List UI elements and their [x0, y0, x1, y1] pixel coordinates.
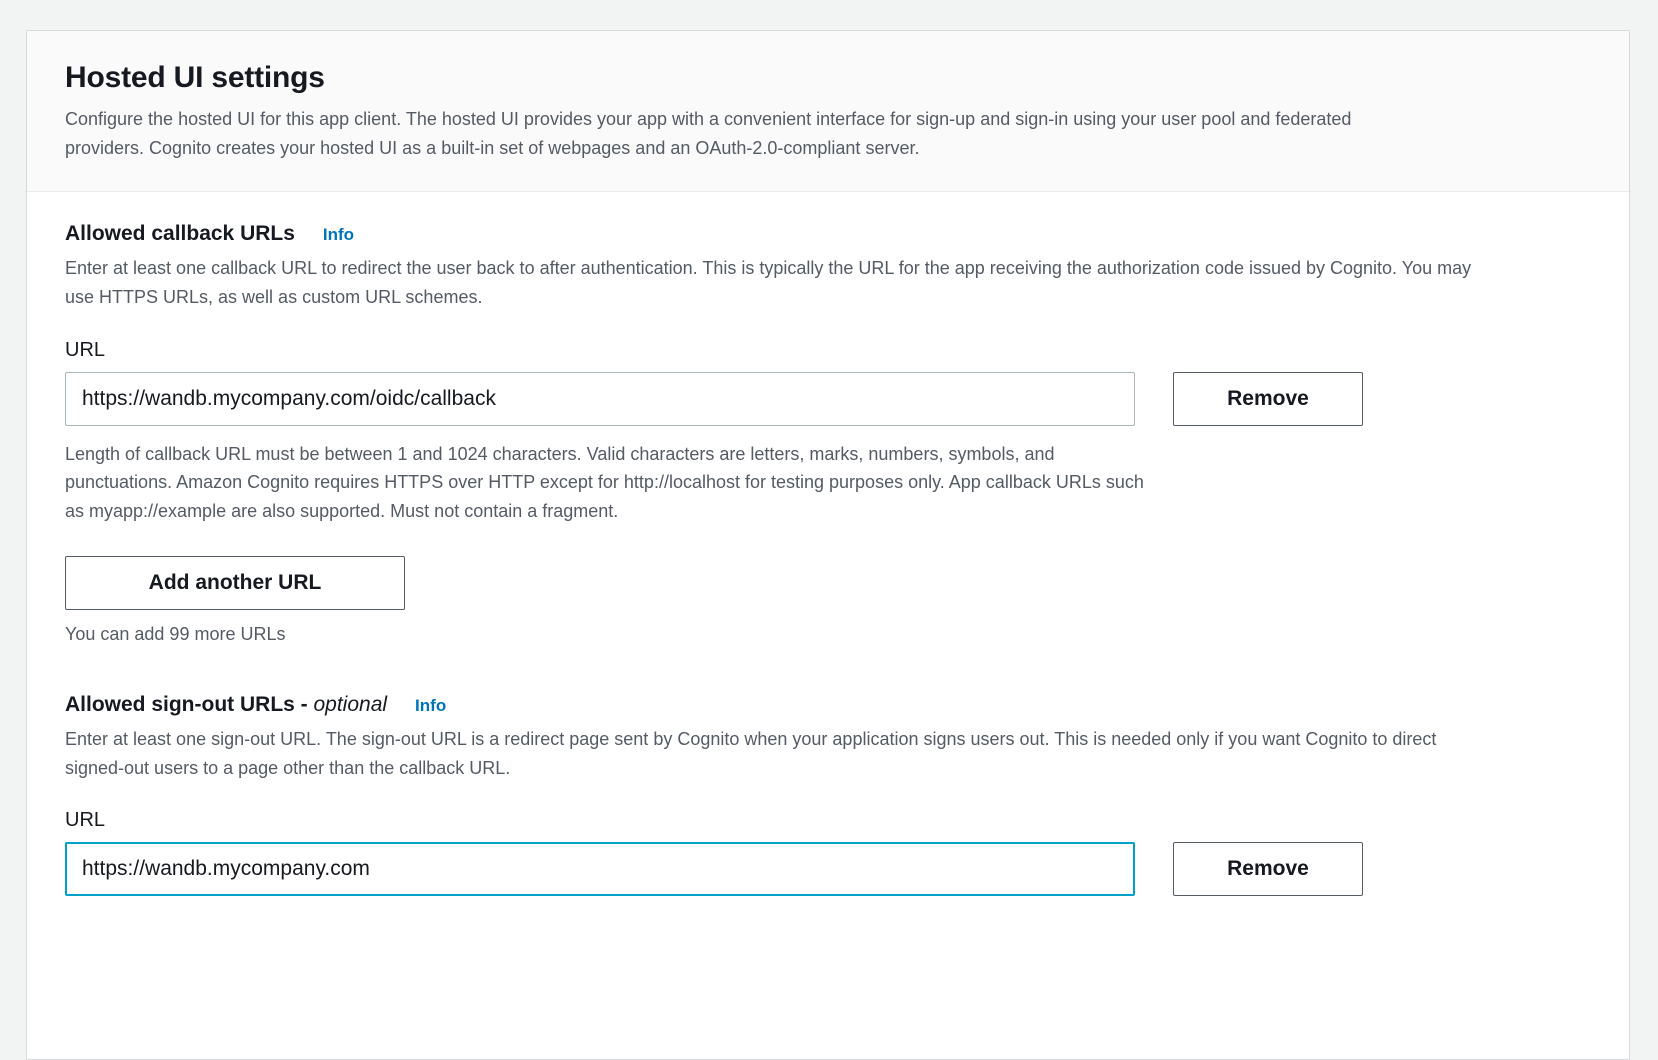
callback-url-constraint-text: Length of callback URL must be between 1 and 1024 characters. Valid characters are letters, marks, numbers, symbols, and punctuations. Amazon Cognito requires HTTPS over HTTP except for http://localhost for testing purposes only. App callback URLs such as myapp://example are also supported. Must not contain a fragment. [65, 443, 1144, 522]
callback-url-input-row [65, 372, 1591, 426]
callback-urls-description: Enter at least one callback URL to redirect the user back to after authentication. This is typically the URL for the app receiving the authorization code issued by Cognito. You may use HTTPS URLs, as well as custom URL schemes. [65, 258, 1472, 308]
signout-url-input-row [65, 842, 1591, 896]
signout-urls-optional-text: optional [313, 693, 388, 717]
panel-description: Configure the hosted UI for this app client. The hosted UI provides your app with a convenient interface for sign-up and sign-in using your user pool and federated providers. Cognito creates your hosted UI as a built-in set of webpages and an OAuth-2.0-compliant server. [65, 109, 1352, 159]
panel-body [27, 192, 1629, 916]
panel-header [27, 31, 1629, 192]
signout-url-sublabel: URL [65, 809, 106, 832]
allowed-callback-urls-section [65, 222, 1591, 645]
callback-url-input[interactable] [65, 372, 1135, 426]
signout-info-link[interactable]: Info [415, 696, 447, 716]
signout-url-remove-button[interactable]: Remove [1173, 842, 1363, 896]
callback-url-add-helper: You can add 99 more URLs [65, 624, 286, 645]
signout-urls-label-text: Allowed sign-out URLs - [65, 693, 314, 717]
signout-url-input[interactable] [65, 842, 1135, 896]
callback-info-link[interactable]: Info [322, 225, 355, 245]
section-divider-space [65, 645, 1591, 693]
hosted-ui-settings-panel [26, 30, 1630, 1060]
signout-label-row [65, 693, 1591, 717]
callback-url-remove-button[interactable]: Remove [1173, 372, 1363, 426]
add-callback-url-wrap [65, 556, 1591, 610]
allowed-signout-urls-section [65, 693, 1591, 896]
add-another-url-button[interactable]: Add another URL [65, 556, 405, 610]
callback-label-row [65, 222, 1591, 246]
callback-url-sublabel: URL [65, 338, 106, 361]
signout-urls-label [65, 693, 387, 717]
signout-urls-description: Enter at least one sign-out URL. The sign-out URL is a redirect page sent by Cognito when your application signs users out. This is needed only if you want Cognito to direct signed-out users to a page other than the callback URL. [65, 729, 1437, 779]
page-title: Hosted UI settings [65, 61, 325, 94]
callback-urls-label: Allowed callback URLs [65, 222, 295, 246]
